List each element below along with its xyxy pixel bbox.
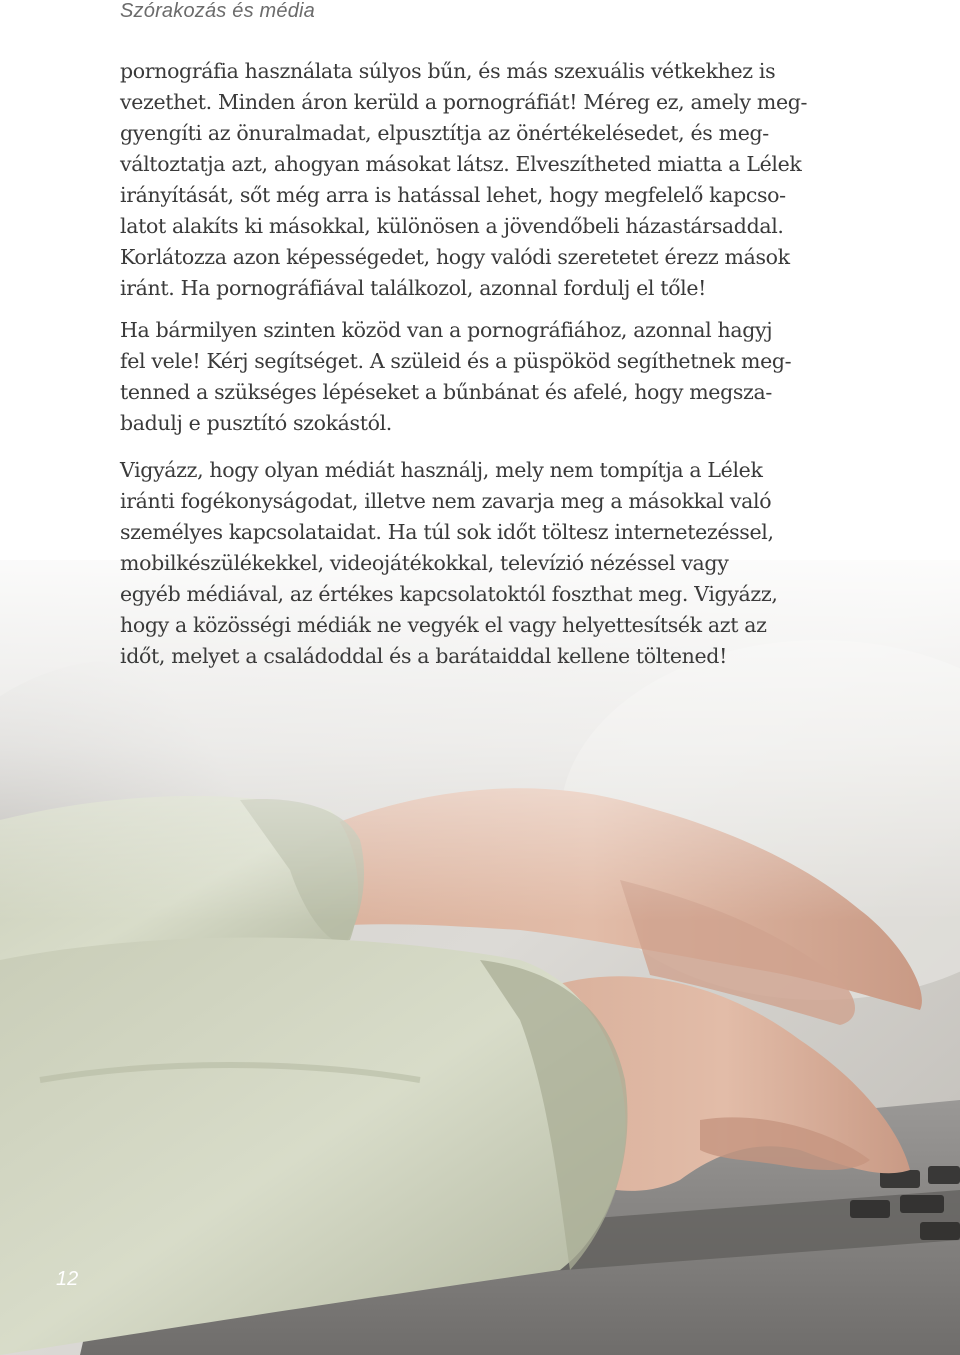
text-line: Vigyázz, hogy olyan médiát használj, mely nem tompítja a Lélek: [120, 458, 763, 482]
text-line: iránti fogékonyságodat, illetve nem zavarja meg a másokkal való: [120, 489, 772, 513]
text-line: pornográfia használata súlyos bűn, és más szexuális vétkekhez is: [120, 59, 776, 83]
text-line: személyes kapcsolataidat. Ha túl sok időt töltesz internetezéssel,: [120, 520, 774, 544]
text-line: tenned a szükséges lépéseket a bűnbánat és afelé, hogy megsza-: [120, 380, 772, 404]
text-line: Ha bármilyen szinten közöd van a pornográfiához, azonnal hagyj: [120, 318, 773, 342]
paragraph-2: [120, 315, 840, 439]
text-line: Korlátozza azon képességedet, hogy valódi szeretetet érezz mások: [120, 245, 790, 269]
paragraph-spacer: [120, 439, 840, 455]
text-line: gyengíti az önuralmadat, elpusztítja az önértékelésedet, és meg-: [120, 121, 769, 145]
paragraph-spacer: [120, 304, 840, 315]
text-line: fel vele! Kérj segítséget. A szüleid és a püspököd segíthetnek meg-: [120, 349, 792, 373]
running-header: Szórakozás és média: [120, 0, 316, 22]
text-line: változtatja azt, ahogyan másokat látsz. Elveszítheted miatta a Lélek: [120, 152, 802, 176]
text-line: vezethet. Minden áron kerüld a pornográfiát! Méreg ez, amely meg-: [120, 90, 808, 114]
text-line: mobilkészülékekkel, videojátékokkal, televízió nézéssel vagy: [120, 551, 729, 575]
paragraph-1: [120, 56, 840, 304]
page-number: 12: [56, 1268, 79, 1290]
text-line: latot alakíts ki másokkal, különösen a jövendőbeli házastársaddal.: [120, 214, 784, 238]
text-line: iránt. Ha pornográfiával találkozol, azonnal fordulj el tőle!: [120, 276, 707, 300]
body-text: [120, 56, 840, 672]
paragraph-3: [120, 455, 840, 672]
text-line: badulj e pusztító szokástól.: [120, 411, 392, 435]
text-line: hogy a közösségi médiák ne vegyék el vagy helyettesítsék azt az: [120, 613, 767, 637]
text-line: irányítását, sőt még arra is hatással lehet, hogy megfelelő kapcso-: [120, 183, 786, 207]
text-line: egyéb médiával, az értékes kapcsolatoktól foszthat meg. Vigyázz,: [120, 582, 778, 606]
text-line: időt, melyet a családoddal és a barátaiddal kellene töltened!: [120, 644, 727, 668]
